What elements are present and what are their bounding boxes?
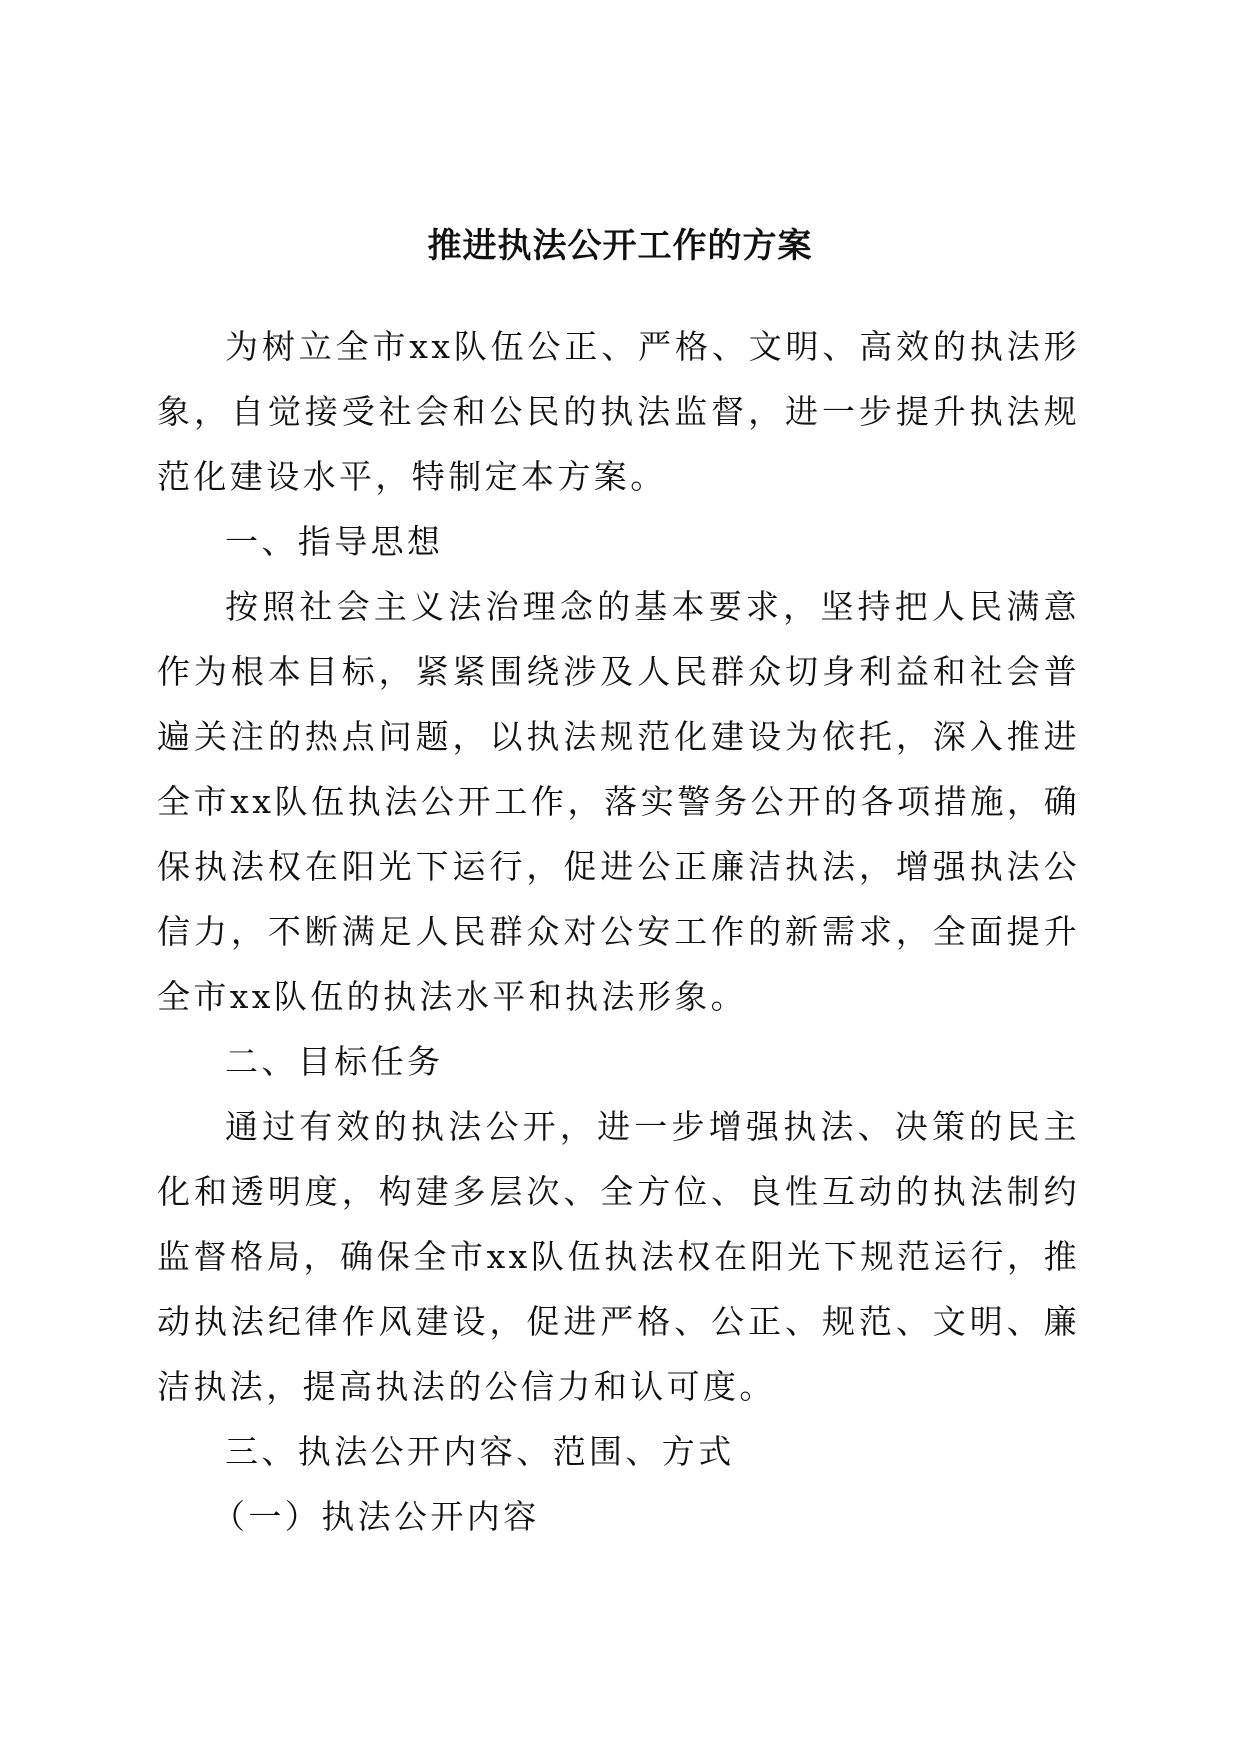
subsection-heading-disclosure-content: （一）执法公开内容 — [212, 1497, 540, 1536]
section-heading-guiding-ideology: 一、指导思想 — [225, 522, 444, 561]
document-body — [157, 314, 1080, 1549]
document-title: 推进执法公开工作的方案 — [427, 226, 813, 266]
section-heading-goals-tasks: 二、目标任务 — [225, 1042, 444, 1081]
section-heading-disclosure-scope: 三、执法公开内容、范围、方式 — [225, 1432, 735, 1471]
intro-paragraph: 为树立全市xx队伍公正、严格、文明、高效的执法形象，自觉接受社会和公民的执法监督，进一步提升执法规范化建设水平，特制定本方案。 — [157, 327, 1080, 496]
goals-tasks-paragraph: 通过有效的执法公开，进一步增强执法、决策的民主化和透明度，构建多层次、全方位、良性互动的执法制约监督格局，确保全市xx队伍执法权在阳光下规范运行，推动执法纪律作风建设，促进严格、公正、规范、文明、廉洁执法，提高执法的公信力和认可度。 — [157, 1107, 1080, 1406]
guiding-ideology-paragraph: 按照社会主义法治理念的基本要求，坚持把人民满意作为根本目标，紧紧围绕涉及人民群众切身利益和社会普遍关注的热点问题，以执法规范化建设为依托，深入推进全市xx队伍执法公开工作，落实警务公开的各项措施，确保执法权在阳光下运行，促进公正廉洁执法，增强执法公信力，不断满足人民群众对公安工作的新需求，全面提升全市xx队伍的执法水平和执法形象。 — [157, 587, 1080, 1016]
